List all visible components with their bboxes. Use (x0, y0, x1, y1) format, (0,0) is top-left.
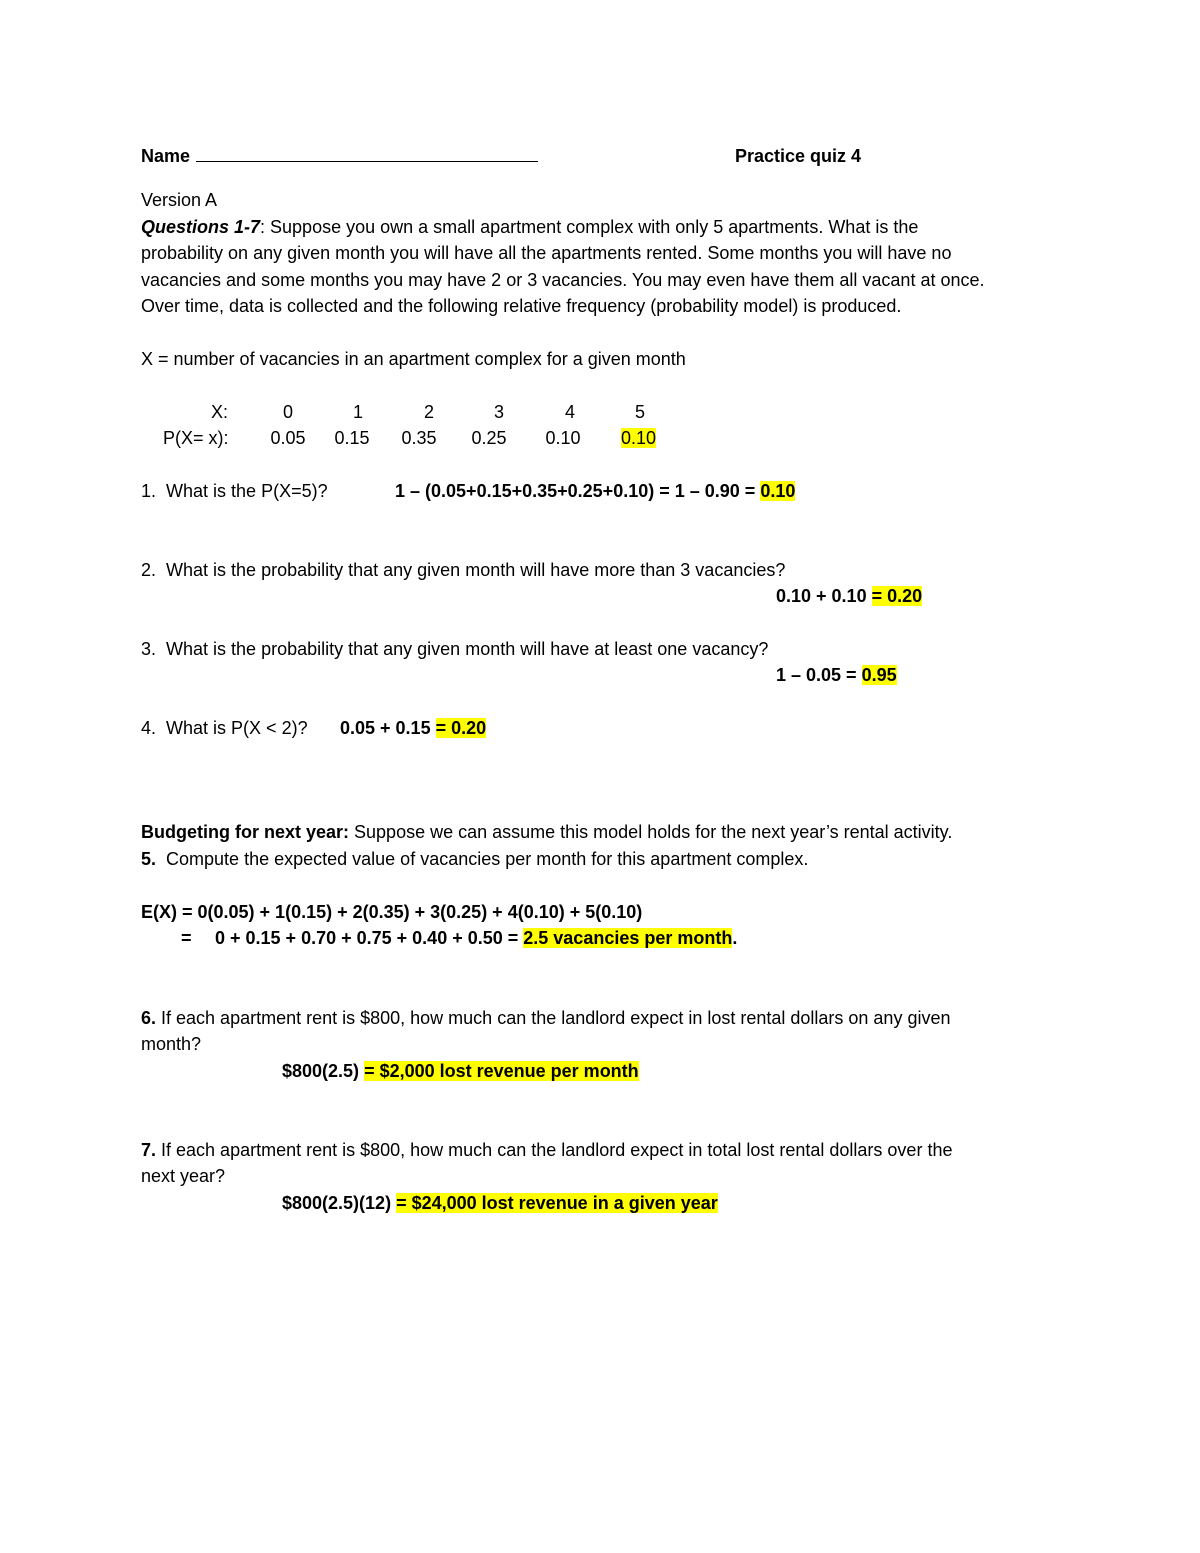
q5-answer: 2.5 vacancies per month (523, 928, 733, 948)
q4-work: 0.05 + 0.15 = 0.20 (340, 718, 487, 738)
intro-line-1: Questions 1-7: Suppose you own a small apartment complex with only 5 apartments. What is the (141, 217, 919, 237)
table-p-0: 0.05 (270, 428, 306, 448)
intro-line-4: Over time, data is collected and the following relative frequency (probability model) is produced. (141, 296, 902, 316)
q5-expected-value-formula: E(X) = 0(0.05) + 1(0.15) + 2(0.35) + 3(0.25) + 4(0.10) + 5(0.10) (141, 902, 643, 922)
table-x-label: X: (211, 402, 229, 422)
q1-question: 1. What is the P(X=5)? (141, 481, 328, 501)
table-x-1: 1 (352, 402, 363, 422)
page-title: Practice quiz 4 (735, 146, 862, 166)
table-x-5: 5 (634, 402, 645, 422)
table-p-5-highlight: 0.10 (621, 428, 657, 448)
q6-question-line-2: month? (141, 1034, 202, 1054)
q6-question-line-1: 6. If each apartment rent is $800, how much can the landlord expect in lost rental dollars on any given (141, 1008, 951, 1028)
q2-answer: = 0.20 (871, 586, 923, 606)
q7-work: $800(2.5)(12) = $24,000 lost revenue in a given year (282, 1193, 718, 1213)
q7-question-line-1: 7. If each apartment rent is $800, how much can the landlord expect in total lost rental dollars over the (141, 1140, 953, 1160)
name-blank-line (196, 145, 538, 162)
q5-equals: = (181, 928, 192, 948)
q1-answer: 0.10 (760, 481, 796, 501)
q7-question-line-2: next year? (141, 1166, 226, 1186)
table-p-2: 0.35 (401, 428, 437, 448)
q3-work: 1 – 0.05 = 0.95 (776, 665, 897, 685)
table-p-5 (621, 427, 656, 449)
table-p-label: P(X= x): (163, 428, 229, 448)
intro-line-2: probability on any given month you will have all the apartments rented. Some months you will have no (141, 243, 952, 263)
q2-question: 2. What is the probability that any given month will have more than 3 vacancies? (141, 560, 786, 580)
budget-line: Budgeting for next year: Suppose we can assume this model holds for the next year’s rental activity. (141, 822, 953, 842)
q4-question: 4. What is P(X < 2)? (141, 718, 308, 738)
table-x-0: 0 (282, 402, 293, 422)
q3-question: 3. What is the probability that any given month will have at least one vacancy? (141, 639, 769, 659)
variable-definition: X = number of vacancies in an apartment complex for a given month (141, 349, 686, 369)
q6-work: $800(2.5) = $2,000 lost revenue per month (282, 1061, 639, 1081)
q1-work: 1 – (0.05+0.15+0.35+0.25+0.10) = 1 – 0.90 = 0.10 (395, 481, 796, 501)
name-label: Name (141, 146, 191, 166)
q7-answer: = $24,000 lost revenue in a given year (396, 1193, 718, 1213)
table-p-1: 0.15 (334, 428, 370, 448)
name-field (141, 145, 538, 167)
q6-answer: = $2,000 lost revenue per month (364, 1061, 639, 1081)
q3-answer: 0.95 (861, 665, 897, 685)
table-p-3: 0.25 (471, 428, 507, 448)
q2-work: 0.10 + 0.10 = 0.20 (776, 586, 923, 606)
q5-work: 0 + 0.15 + 0.70 + 0.75 + 0.40 + 0.50 = 2.5 vacancies per month. (215, 928, 738, 948)
table-x-4: 4 (564, 402, 575, 422)
q5-question: 5. Compute the expected value of vacancies per month for this apartment complex. (141, 849, 809, 869)
q4-answer: = 0.20 (435, 718, 487, 738)
table-x-2: 2 (423, 402, 434, 422)
intro-line-3: vacancies and some months you may have 2 or 3 vacancies. You may even have them all vacant at once. (141, 270, 985, 290)
budget-lead: Budgeting for next year: (141, 822, 350, 842)
table-p-4: 0.10 (545, 428, 581, 448)
questions-lead: Questions 1-7 (141, 217, 261, 237)
table-x-3: 3 (493, 402, 504, 422)
version-label: Version A (141, 190, 218, 210)
